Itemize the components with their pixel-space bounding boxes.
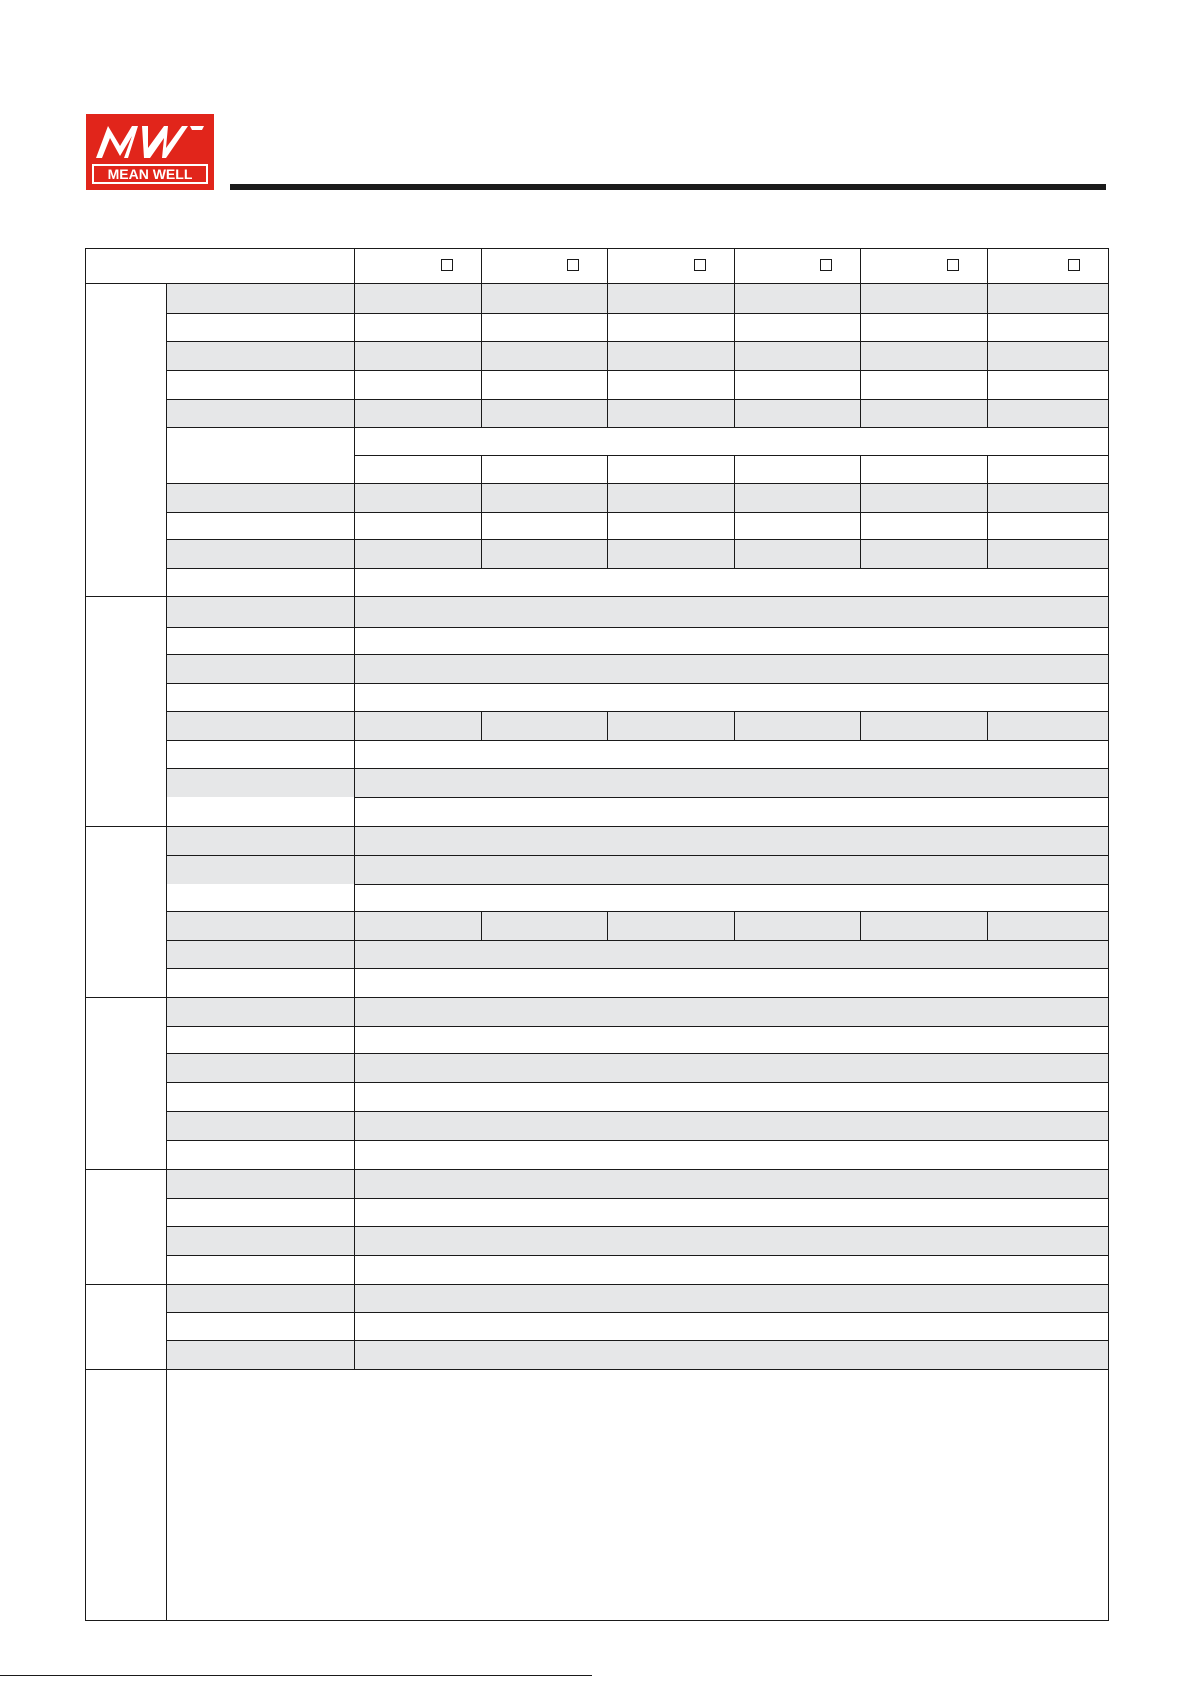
model-column-rule: [481, 313, 482, 341]
shaded-row: [166, 911, 1108, 940]
specification-table: [85, 248, 1109, 1621]
model-column-rule: [481, 455, 482, 483]
model-column-rule: [607, 313, 608, 341]
row-divider: [166, 1111, 1108, 1112]
model-column-rule: [734, 455, 735, 483]
model-column-rule: [860, 370, 861, 399]
model-column-rule: [607, 711, 608, 740]
model-column-rule: [987, 911, 988, 940]
row-divider: [166, 740, 1108, 741]
row-divider: [166, 1369, 1108, 1370]
model-column-rule: [860, 341, 861, 370]
model-column-rule: [734, 539, 735, 568]
section-divider: [86, 826, 166, 827]
row-divider: [166, 568, 1108, 569]
section-divider: [86, 596, 166, 597]
empty-checkbox-icon: [567, 259, 579, 271]
shaded-row: [166, 283, 1108, 313]
row-divider: [354, 455, 1108, 456]
shaded-row: [166, 539, 1108, 568]
model-column-rule: [734, 711, 735, 740]
model-column-rule: [860, 283, 861, 313]
empty-checkbox-icon: [947, 259, 959, 271]
empty-checkbox-icon: [820, 259, 832, 271]
model-column-rule: [860, 455, 861, 483]
section-divider: [86, 1369, 166, 1370]
model-column-rule: [987, 399, 988, 427]
section-column-rule: [166, 283, 167, 1620]
row-divider: [166, 968, 1108, 969]
row-divider: [166, 768, 1108, 769]
empty-checkbox-icon: [694, 259, 706, 271]
model-column-rule: [860, 711, 861, 740]
row-divider: [354, 797, 1108, 798]
model-column-rule: [607, 370, 608, 399]
footer-rule: [0, 1675, 592, 1676]
model-column-rule: [481, 370, 482, 399]
model-column-rule: [607, 455, 608, 483]
model-column-rule: [860, 483, 861, 512]
model-column-rule: [481, 711, 482, 740]
model-column-rule: [734, 483, 735, 512]
model-column-rule: [987, 483, 988, 512]
row-divider: [166, 683, 1108, 684]
row-divider: [166, 1312, 1108, 1313]
row-divider: [166, 940, 1108, 941]
model-column-rule: [481, 911, 482, 940]
empty-checkbox-icon: [1068, 259, 1080, 271]
shaded-row: [166, 1340, 1108, 1369]
model-column-rule: [987, 711, 988, 740]
row-divider: [166, 855, 1108, 856]
row-divider: [166, 911, 1108, 912]
label-column-rule: [354, 249, 355, 1369]
row-divider: [166, 627, 1108, 628]
shaded-row: [166, 399, 1108, 427]
row-divider: [166, 1198, 1108, 1199]
mean-well-logo: [86, 114, 214, 190]
row-divider: [166, 1140, 1108, 1141]
model-column-rule: [481, 341, 482, 370]
shaded-row: [166, 1284, 1108, 1312]
row-divider: [166, 997, 1108, 998]
row-divider: [166, 370, 1108, 371]
section-divider: [86, 997, 166, 998]
row-divider: [166, 711, 1108, 712]
model-column-rule: [987, 249, 988, 283]
shaded-row: [166, 1169, 1108, 1198]
model-column-rule: [860, 512, 861, 539]
model-column-rule: [481, 539, 482, 568]
model-column-rule: [860, 249, 861, 283]
model-column-rule: [860, 911, 861, 940]
shaded-row: [166, 596, 1108, 627]
model-column-rule: [607, 399, 608, 427]
model-column-rule: [734, 283, 735, 313]
model-column-rule: [734, 512, 735, 539]
model-column-rule: [860, 313, 861, 341]
shaded-row: [166, 826, 1108, 855]
shaded-row: [166, 341, 1108, 370]
svg-text:MEAN WELL: MEAN WELL: [107, 166, 193, 182]
model-column-rule: [734, 313, 735, 341]
model-column-rule: [987, 341, 988, 370]
model-column-rule: [481, 399, 482, 427]
section-divider: [86, 1284, 166, 1285]
empty-checkbox-icon: [441, 259, 453, 271]
model-column-rule: [481, 249, 482, 283]
model-column-rule: [607, 539, 608, 568]
row-divider: [166, 1340, 1108, 1341]
row-divider: [166, 1284, 1108, 1285]
model-column-rule: [987, 539, 988, 568]
model-column-rule: [734, 911, 735, 940]
section-divider: [86, 1169, 166, 1170]
row-divider: [166, 427, 1108, 428]
model-column-rule: [607, 512, 608, 539]
row-divider: [166, 1053, 1108, 1054]
model-column-rule: [607, 911, 608, 940]
row-divider: [166, 341, 1108, 342]
model-column-rule: [607, 249, 608, 283]
model-column-rule: [607, 283, 608, 313]
model-column-rule: [987, 283, 988, 313]
model-column-rule: [734, 399, 735, 427]
shaded-row: [166, 940, 1108, 968]
shaded-row: [166, 997, 1108, 1026]
shaded-row: [166, 711, 1108, 740]
row-divider: [166, 399, 1108, 400]
row-divider: [166, 539, 1108, 540]
row-divider: [166, 1026, 1108, 1027]
shaded-row: [166, 1053, 1108, 1082]
model-column-rule: [987, 455, 988, 483]
model-column-rule: [987, 512, 988, 539]
header-rule: [230, 184, 1106, 190]
model-column-rule: [860, 539, 861, 568]
row-divider: [166, 1169, 1108, 1170]
row-divider: [166, 596, 1108, 597]
shaded-row: [166, 768, 1108, 797]
shaded-row: [166, 1226, 1108, 1255]
row-divider: [166, 1226, 1108, 1227]
model-column-rule: [481, 483, 482, 512]
model-column-rule: [607, 341, 608, 370]
row-divider: [166, 826, 1108, 827]
shaded-row: [166, 855, 1108, 884]
model-column-rule: [481, 283, 482, 313]
row-divider: [166, 1255, 1108, 1256]
model-column-rule: [734, 249, 735, 283]
row-divider: [166, 483, 1108, 484]
model-column-rule: [734, 370, 735, 399]
model-column-rule: [987, 370, 988, 399]
page-footer: [0, 1675, 1191, 1685]
row-divider: [354, 884, 1108, 885]
shaded-row: [166, 1111, 1108, 1140]
model-column-rule: [481, 512, 482, 539]
row-divider: [166, 1082, 1108, 1083]
model-column-rule: [607, 483, 608, 512]
shaded-row: [166, 654, 1108, 683]
model-column-rule: [860, 399, 861, 427]
row-divider: [166, 654, 1108, 655]
row-divider: [166, 313, 1108, 314]
row-divider: [166, 512, 1108, 513]
model-column-rule: [734, 341, 735, 370]
shaded-row: [166, 483, 1108, 512]
model-column-rule: [987, 313, 988, 341]
header-divider: [86, 283, 1108, 284]
